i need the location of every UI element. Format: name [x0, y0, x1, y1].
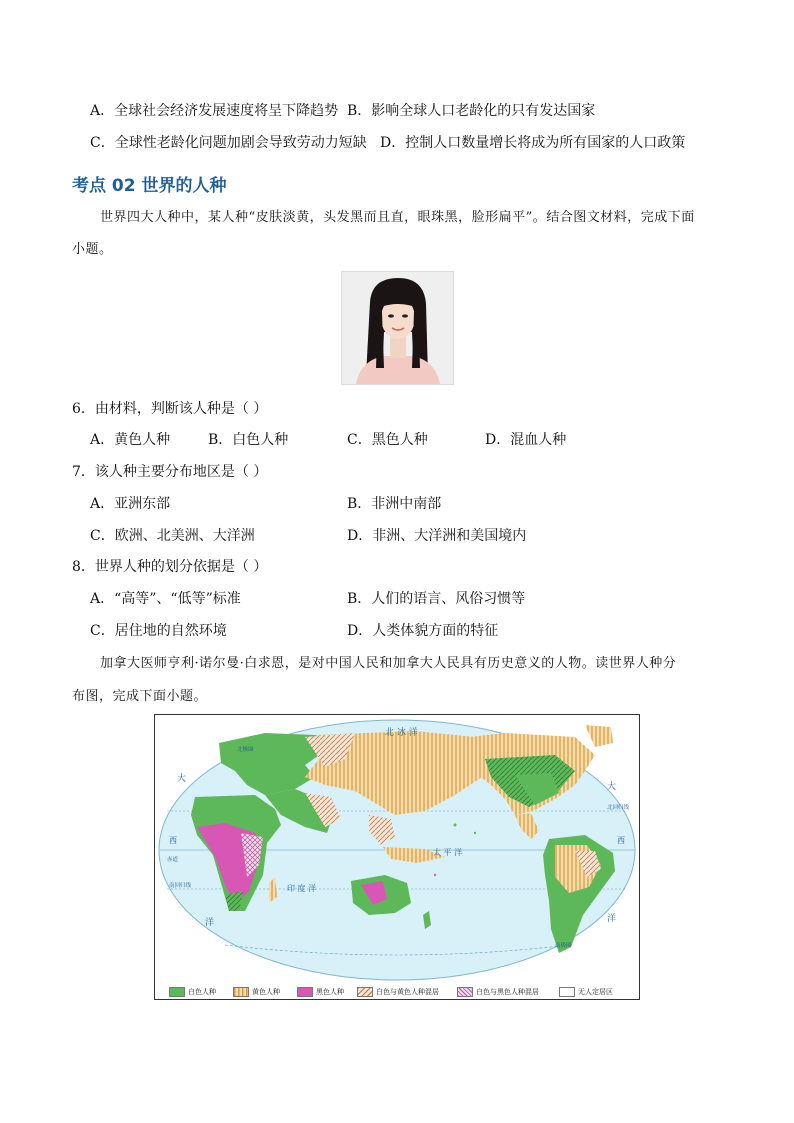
label-equator: 赤道 — [167, 857, 179, 863]
legend-label-uninhabited: 无人定居区 — [578, 988, 613, 996]
intro-line-1: 世界四大人种中，某人种“皮肤淡黄，头发黑而且直，眼珠黑，脸形扁平”。结合图文材料，完成下面 — [100, 210, 695, 225]
question-8-option-c: C．居住地的自然环境 — [90, 623, 227, 639]
question-7-option-a: A．亚洲东部 — [90, 496, 171, 512]
intro2-line-1: 加拿大医师亨利·诺尔曼·白求恩，是对中国人民和加拿大人民具有历史意义的人物。读世界人种分 — [100, 656, 677, 671]
legend-white-race — [169, 987, 216, 997]
legend-label-yellow: 黄色人种 — [252, 988, 280, 996]
label-tropic-south: 南回归线 — [169, 883, 192, 889]
label-xi-right: 西 — [617, 836, 625, 845]
legend-black-race — [297, 987, 344, 997]
section-prefix: 考点 — [72, 176, 106, 196]
section-number: 02 — [111, 176, 136, 196]
legend-uninhabited — [559, 987, 613, 997]
question-7-option-d: D．非洲、大洋洲和美国境内 — [347, 528, 527, 544]
legend-white-yellow-mix — [357, 987, 439, 997]
option-b-prev: B．影响全球人口老龄化的只有发达国家 — [347, 103, 596, 119]
label-antarctic-circle: 南极圈 — [555, 943, 572, 949]
option-c-prev: C．全球性老龄化问题加剧会导致劳动力短缺 — [90, 135, 367, 151]
label-da-right: 大 — [607, 782, 617, 792]
question-8-stem: 8．世界人种的划分依据是（ ） — [72, 559, 268, 575]
legend-swatch-white-yellow — [357, 987, 373, 997]
legend-swatch-white — [169, 987, 185, 997]
question-7-option-b: B．非洲中南部 — [347, 496, 442, 512]
question-7-stem: 7．该人种主要分布地区是（ ） — [72, 464, 268, 480]
label-arctic-circle: 北极圈 — [237, 747, 254, 753]
intro2-line-2: 布图，完成下面小题。 — [72, 689, 208, 704]
question-6-option-b: B．白色人种 — [208, 432, 289, 448]
label-pacific: 太 平 洋 — [433, 848, 463, 857]
label-yang-right: 洋 — [607, 914, 617, 924]
legend-swatch-white-black — [457, 987, 473, 997]
question-8-option-b: B．人们的语言、风俗习惯等 — [347, 591, 526, 607]
question-8-option-d: D．人类体貌方面的特征 — [347, 623, 499, 639]
map-canvas — [155, 715, 639, 985]
label-da-left: 大 — [177, 774, 187, 784]
question-6-option-c: C．黑色人种 — [347, 432, 428, 448]
label-tropic-north: 北回归线 — [607, 805, 630, 811]
label-arctic-ocean: 北 冰 洋 — [385, 728, 418, 738]
section-title: 世界的人种 — [141, 176, 227, 196]
label-indian-ocean: 印 度 洋 — [287, 884, 317, 893]
label-xi-left: 西 — [169, 836, 177, 845]
legend-yellow-race — [233, 987, 280, 997]
legend-label-white-black: 白色与黑色人种混居 — [476, 988, 539, 996]
legend-white-black-mix — [457, 987, 539, 997]
legend-swatch-black — [297, 987, 313, 997]
section-heading — [72, 171, 227, 196]
legend-swatch-yellow — [233, 987, 249, 997]
legend-label-white: 白色人种 — [188, 988, 216, 996]
question-7-option-c: C．欧洲、北美洲、大洋洲 — [90, 528, 255, 544]
intro-line-2: 小题。 — [72, 242, 113, 257]
world-race-map — [154, 714, 640, 1000]
question-6-option-d: D．混血人种 — [485, 432, 567, 448]
label-yang-left: 洋 — [205, 918, 215, 928]
question-8-option-a: A．“高等”、“低等”标准 — [90, 591, 241, 607]
legend-label-black: 黑色人种 — [316, 988, 344, 996]
portrait-photo — [341, 271, 454, 385]
option-a-prev: A．全球社会经济发展速度将呈下降趋势 — [90, 103, 339, 119]
option-d-prev: D．控制人口数量增长将成为所有国家的人口政策 — [380, 135, 686, 151]
legend-swatch-uninhabited — [559, 987, 575, 997]
legend-label-white-yellow: 白色与黄色人种混居 — [376, 988, 439, 996]
question-6-stem: 6．由材料，判断该人种是（ ） — [72, 401, 268, 417]
question-6-option-a: A．黄色人种 — [90, 432, 171, 448]
